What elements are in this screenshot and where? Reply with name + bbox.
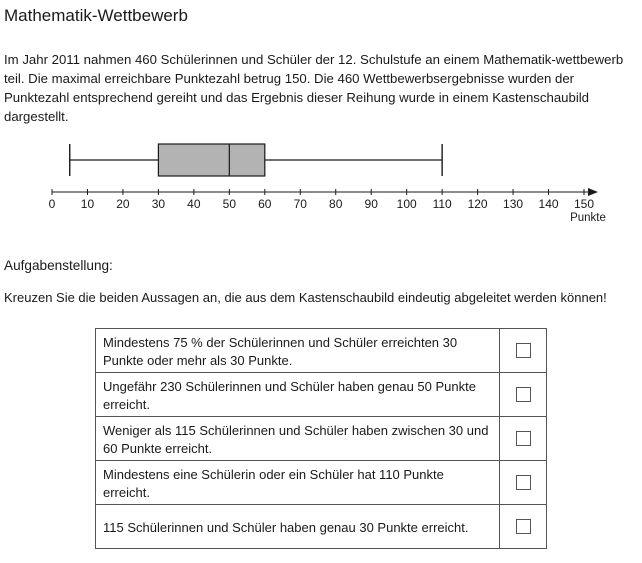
option-checkbox[interactable] <box>516 475 531 490</box>
option-text: Weniger als 115 Schülerinnen und Schüler haben zwischen 30 und 60 Punkte erreicht. <box>96 417 500 461</box>
task-instruction: Kreuzen Sie die beiden Aussagen an, die aus dem Kastenschaubild eindeutig abgeleitet werden können! <box>4 290 607 305</box>
axis-tick-label: 120 <box>467 197 488 211</box>
option-row <box>96 461 547 505</box>
axis-tick-label: 90 <box>364 197 378 211</box>
option-checkbox-cell <box>500 505 547 549</box>
option-checkbox[interactable] <box>516 387 531 402</box>
option-text: Mindestens 75 % der Schülerinnen und Schüler erreichten 30 Punkte oder mehr als 30 Punkte. <box>96 329 500 373</box>
option-text: 115 Schülerinnen und Schüler haben genau 30 Punkte erreicht. <box>96 505 500 549</box>
axis-tick-label: 20 <box>116 197 130 211</box>
axis-tick-label: 60 <box>258 197 272 211</box>
axis-tick-label: 100 <box>396 197 417 211</box>
axis-tick-label: 30 <box>151 197 166 211</box>
axis-label: Punkte <box>570 212 606 224</box>
axis-tick-label: 50 <box>222 197 237 211</box>
axis-tick-label: 0 <box>48 197 56 211</box>
option-checkbox[interactable] <box>516 431 531 446</box>
axis-tick-label: 150 <box>573 197 595 211</box>
option-row <box>96 505 547 549</box>
axis-arrow-icon <box>588 188 598 196</box>
box-iqr <box>158 144 264 176</box>
axis-tick-label: 80 <box>329 197 343 211</box>
answer-options-table <box>95 328 547 549</box>
boxplot-chart <box>0 130 642 230</box>
option-row <box>96 417 547 461</box>
page-title: Mathematik-Wettbewerb <box>4 6 188 25</box>
option-checkbox-cell <box>500 461 547 505</box>
axis-tick-label: 140 <box>538 197 559 211</box>
option-checkbox-cell <box>500 329 547 373</box>
option-checkbox[interactable] <box>516 519 531 534</box>
axis-tick-label: 10 <box>80 197 95 211</box>
option-checkbox[interactable] <box>516 343 531 358</box>
option-row <box>96 373 547 417</box>
option-text: Mindestens eine Schülerin oder ein Schüler hat 110 Punkte erreicht. <box>96 461 500 505</box>
option-text: Ungefähr 230 Schülerinnen und Schüler haben genau 50 Punkte erreicht. <box>96 373 500 417</box>
option-checkbox-cell <box>500 417 547 461</box>
axis-tick-label: 40 <box>187 197 201 211</box>
intro-paragraph: Im Jahr 2011 nahmen 460 Schülerinnen und Schüler der 12. Schulstufe an einem Mathematik-wettbewerb teil. Die maximal erreichbare Punktezahl betrug 150. Die 460 Wettbewerbsergebnisse wurden der Punktezahl entsprechend gereiht und das Ergebnis dieser Reihung wurde in einem Kastenschaubild dargestellt. <box>4 52 624 124</box>
option-row <box>96 329 547 373</box>
axis-tick-label: 70 <box>293 197 307 211</box>
axis-tick-label: 130 <box>503 197 524 211</box>
axis-tick-label: 110 <box>432 197 452 211</box>
axis <box>49 188 598 211</box>
task-heading: Aufgabenstellung: <box>4 258 113 273</box>
option-checkbox-cell <box>500 373 547 417</box>
